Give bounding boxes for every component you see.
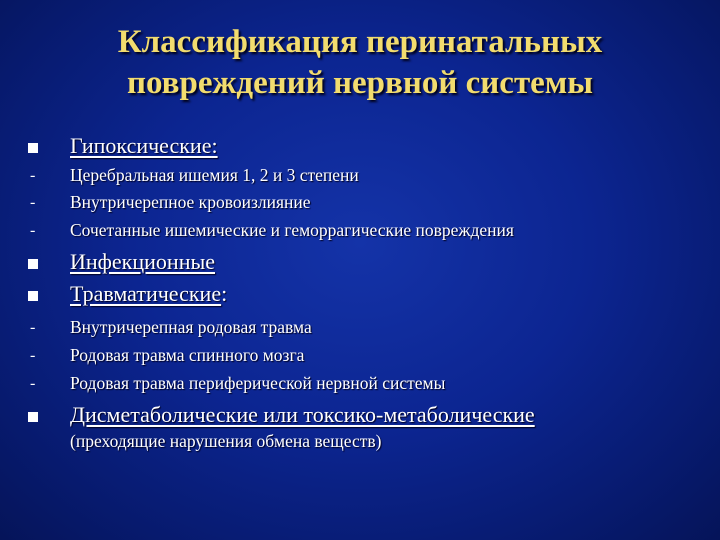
square-bullet-icon — [28, 291, 38, 301]
square-bullet-icon — [28, 143, 38, 153]
dash-bullet-icon: - — [30, 222, 36, 239]
dash-bullet-icon: - — [30, 347, 36, 364]
section-heading-text: Дисметаболические или токсико-метаболические — [70, 402, 535, 427]
dash-bullet-icon: - — [30, 319, 36, 336]
title-line-1: Классификация перинатальных — [117, 24, 603, 60]
section-note: (преходящие нарушения обмена веществ) — [70, 431, 382, 451]
title-line-2: повреждений нервной системы — [126, 65, 594, 101]
list-item: Церебральная ишемия 1, 2 и 3 степени — [70, 165, 359, 185]
section-heading-text: Гипоксические — [70, 133, 212, 158]
list-item: Внутричерепная родовая травма — [70, 317, 312, 337]
section-heading-traumatic — [70, 281, 227, 307]
section-heading-suffix: : — [211, 133, 218, 158]
section-heading-suffix: : — [221, 281, 228, 306]
section-heading-text: Инфекционные — [70, 249, 216, 274]
list-item: Внутричерепное кровоизлияние — [70, 192, 311, 212]
dash-bullet-icon: - — [30, 167, 36, 184]
dash-bullet-icon: - — [30, 375, 36, 392]
section-heading-infectious — [70, 249, 215, 275]
list-item: Родовая травма спинного мозга — [70, 345, 305, 365]
square-bullet-icon — [28, 259, 38, 269]
section-heading-dysmetabolic — [70, 402, 535, 428]
square-bullet-icon — [28, 412, 38, 422]
dash-bullet-icon: - — [30, 194, 36, 211]
list-item: Родовая травма периферической нервной системы — [70, 373, 446, 393]
section-heading-text: Травматические — [70, 281, 222, 306]
list-item: Сочетанные ишемические и геморрагические повреждения — [70, 220, 514, 240]
section-heading-hypoxic — [70, 133, 218, 159]
